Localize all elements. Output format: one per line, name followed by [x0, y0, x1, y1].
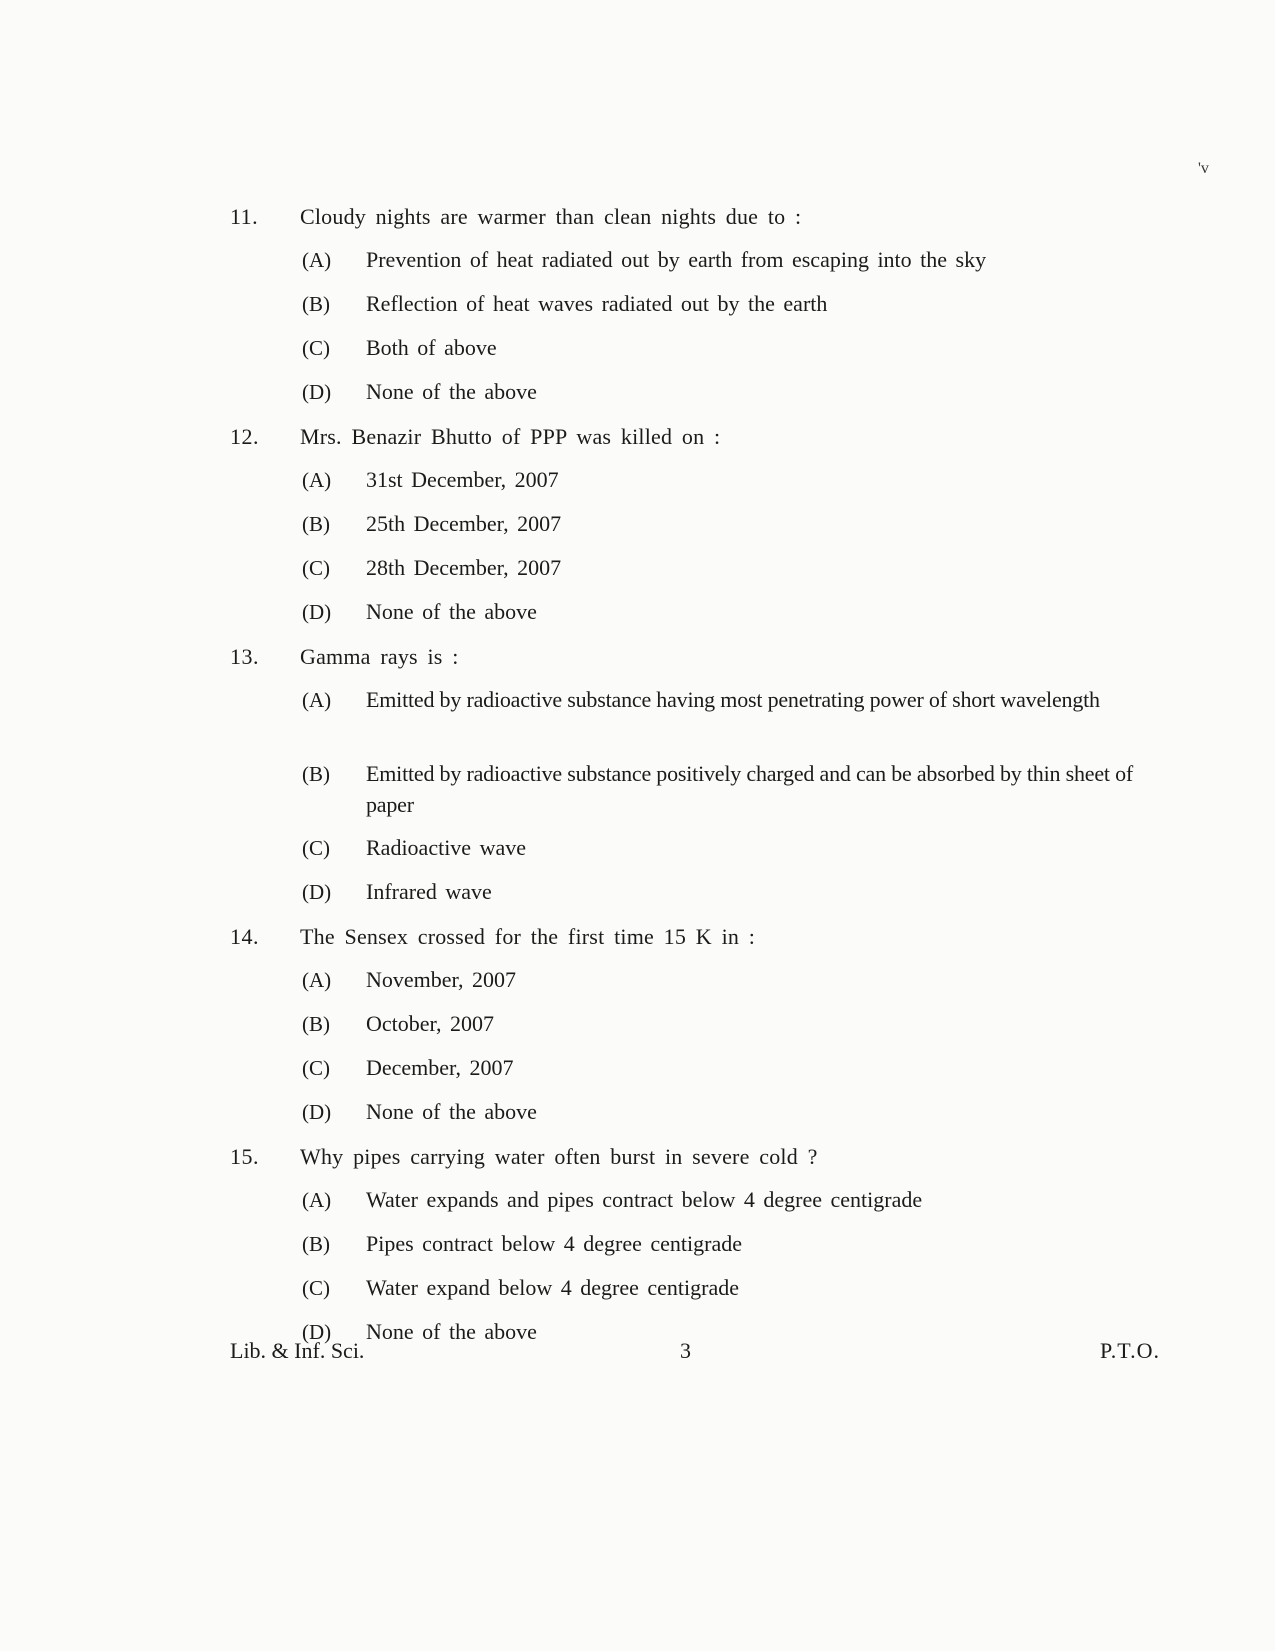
- option-d: [302, 880, 1160, 924]
- question-text: Gamma rays is :: [300, 644, 459, 669]
- option-label: (D): [302, 1100, 332, 1124]
- question-text: The Sensex crossed for the first time 15 K in :: [300, 924, 756, 949]
- question-number: 13.: [230, 644, 259, 669]
- option-label: (A): [302, 248, 332, 272]
- footer-subject: Lib. & Inf. Sci.: [230, 1338, 365, 1363]
- option-c: [302, 836, 1160, 880]
- option-c: [302, 336, 1160, 380]
- option-text: None of the above: [366, 1319, 537, 1344]
- question-number: 14.: [230, 924, 259, 949]
- option-label: (C): [302, 1276, 330, 1300]
- option-text: None of the above: [366, 599, 537, 624]
- option-text: 31st December, 2007: [366, 467, 559, 492]
- option-a: [302, 248, 1160, 292]
- option-text: November, 2007: [366, 967, 516, 992]
- option-label: (C): [302, 836, 330, 860]
- option-c: [302, 1056, 1160, 1100]
- option-text: Radioactive wave: [366, 835, 526, 860]
- option-c: [302, 1276, 1160, 1320]
- option-text: None of the above: [366, 379, 537, 404]
- question-number: 11.: [230, 204, 259, 229]
- option-label: (D): [302, 600, 332, 624]
- question-11: [230, 204, 1160, 424]
- option-a: [302, 1188, 1160, 1232]
- corner-mark: 'v: [1198, 160, 1209, 177]
- option-text: 25th December, 2007: [366, 511, 562, 536]
- question-number: 12.: [230, 424, 259, 449]
- option-text: Water expands and pipes contract below 4 degree centigrade: [366, 1187, 923, 1212]
- option-d: [302, 600, 1160, 644]
- option-label: (D): [302, 1320, 332, 1344]
- question-12: [230, 424, 1160, 644]
- option-text: 28th December, 2007: [366, 555, 562, 580]
- option-text: October, 2007: [366, 1011, 494, 1036]
- question-list: [230, 204, 1160, 1364]
- option-text: Reflection of heat waves radiated out by the earth: [366, 291, 828, 316]
- option-a: [302, 688, 1160, 762]
- option-b: [302, 762, 1160, 836]
- option-b: [302, 1232, 1160, 1276]
- option-d: [302, 380, 1160, 424]
- option-label: (D): [302, 880, 332, 904]
- option-label: (A): [302, 1188, 332, 1212]
- option-text: Prevention of heat radiated out by earth from escaping into the sky: [366, 247, 987, 272]
- option-text: Infrared wave: [366, 879, 492, 904]
- option-a: [302, 968, 1160, 1012]
- page-number: 3: [680, 1338, 691, 1363]
- question-14: [230, 924, 1160, 1144]
- option-b: [302, 292, 1160, 336]
- option-label: (C): [302, 556, 330, 580]
- option-a: [302, 468, 1160, 512]
- question-number: 15.: [230, 1144, 259, 1169]
- option-text: None of the above: [366, 1099, 537, 1124]
- option-label: (A): [302, 688, 332, 712]
- option-label: (B): [302, 512, 330, 536]
- question-text: Why pipes carrying water often burst in severe cold ?: [300, 1144, 818, 1169]
- option-text: Emitted by radioactive substance having most penetrating power of short wavelength: [366, 687, 1100, 712]
- option-label: (B): [302, 292, 330, 316]
- option-label: (B): [302, 762, 330, 786]
- question-text: Mrs. Benazir Bhutto of PPP was killed on :: [300, 424, 721, 449]
- option-label: (A): [302, 468, 332, 492]
- footer-pto: P.T.O.: [1100, 1338, 1160, 1363]
- option-text: Both of above: [366, 335, 497, 360]
- option-b: [302, 512, 1160, 556]
- question-15: [230, 1144, 1160, 1364]
- option-label: (C): [302, 1056, 330, 1080]
- option-text: Pipes contract below 4 degree centigrade: [366, 1231, 743, 1256]
- option-label: (B): [302, 1012, 330, 1036]
- option-d: [302, 1100, 1160, 1144]
- question-13: [230, 644, 1160, 924]
- option-b: [302, 1012, 1160, 1056]
- option-text: Water expand below 4 degree centigrade: [366, 1275, 739, 1300]
- option-label: (A): [302, 968, 332, 992]
- option-text: Emitted by radioactive substance positively charged and can be absorbed by thin sheet of paper: [366, 761, 1134, 817]
- option-c: [302, 556, 1160, 600]
- page-footer: [230, 1338, 1160, 1372]
- option-text: December, 2007: [366, 1055, 514, 1080]
- option-label: (C): [302, 336, 330, 360]
- option-label: (D): [302, 380, 332, 404]
- option-label: (B): [302, 1232, 330, 1256]
- question-text: Cloudy nights are warmer than clean nights due to :: [300, 204, 802, 229]
